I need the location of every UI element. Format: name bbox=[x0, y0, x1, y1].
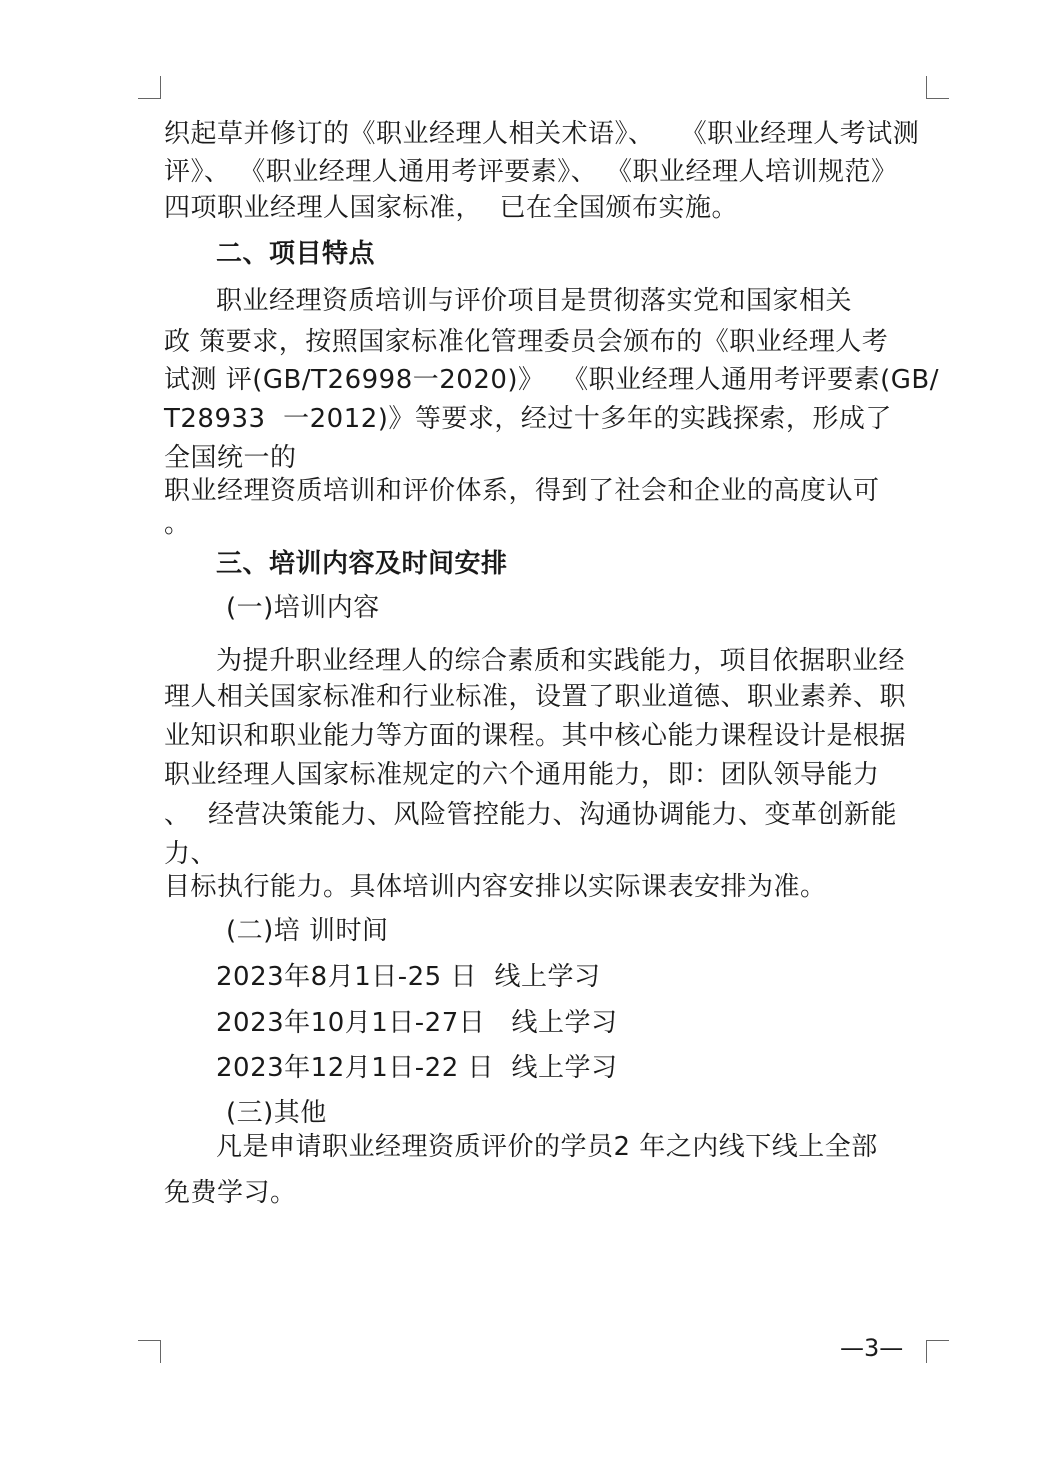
schedule-item-2: 2023年10月1日-27日 线上学习 bbox=[216, 1008, 618, 1038]
schedule-item-1: 2023年8月1日-25 日 线上学习 bbox=[216, 962, 601, 992]
text-line-10: 职业经理资质培训和评价体系，得到了社会和企业的高度认可 bbox=[164, 476, 880, 506]
text-line-8: T28933 一2012)》等要求，经过十多年的实践探索，形成了 bbox=[164, 404, 892, 434]
schedule-item-3: 2023年12月1日-22 日 线上学习 bbox=[216, 1053, 618, 1083]
text-line-15: 理人相关国家标准和行业标准，设置了职业道德、职业素养、职 bbox=[164, 682, 907, 712]
section-heading-3: 三、培训内容及时间安排 bbox=[216, 549, 508, 579]
crop-mark-bottom-right bbox=[926, 1340, 949, 1363]
text-line-6: 政 策要求，按照国家标准化管理委员会颁布的《职业经理人考 bbox=[164, 327, 889, 357]
text-line-1: 织起草并修订的《职业经理人相关术语》、 《职业经理人考试测 bbox=[164, 119, 920, 149]
text-line-17: 职业经理人国家标准规定的六个通用能力，即：团队领导能力 bbox=[164, 760, 880, 790]
text-line-18: 、 经营决策能力、风险管控能力、沟通协调能力、变革创新能 bbox=[164, 800, 898, 830]
text-line-2: 评》、 《职业经理人通用考评要素》、 《职业经理人培训规范》 bbox=[164, 157, 898, 187]
subsection-heading-2: (二)培 训时间 bbox=[226, 916, 389, 946]
text-line-7: 试测 评(GB/T26998一2020)》 《职业经理人通用考评要素(GB/ bbox=[164, 365, 939, 395]
text-line-19: 力、 bbox=[164, 839, 218, 869]
crop-mark-top-left bbox=[138, 76, 161, 99]
crop-mark-bottom-left bbox=[138, 1340, 161, 1363]
subsection-heading-1: (一)培训内容 bbox=[226, 593, 380, 623]
subsection-heading-3: (三)其他 bbox=[226, 1098, 327, 1128]
crop-mark-top-right bbox=[926, 76, 949, 99]
text-line-26: 凡是申请职业经理资质评价的学员2 年之内线下线上全部 bbox=[216, 1132, 878, 1162]
text-line-5: 职业经理资质培训与评价项目是贯彻落实党和国家相关 bbox=[216, 286, 853, 316]
text-line-14: 为提升职业经理人的综合素质和实践能力，项目依据职业经 bbox=[216, 646, 906, 676]
text-line-3: 四项职业经理人国家标准， 已在全国颁布实施。 bbox=[164, 193, 739, 223]
text-line-20: 目标执行能力。具体培训内容安排以实际课表安排为准。 bbox=[164, 872, 827, 902]
text-line-11: 。 bbox=[164, 509, 191, 539]
page-number: —3— bbox=[840, 1334, 904, 1362]
text-line-16: 业知识和职业能力等方面的课程。其中核心能力课程设计是根据 bbox=[164, 721, 907, 751]
text-line-9: 全国统一的 bbox=[164, 443, 297, 473]
section-heading-2: 二、项目特点 bbox=[216, 239, 376, 269]
text-line-27: 免费学习。 bbox=[164, 1178, 297, 1208]
